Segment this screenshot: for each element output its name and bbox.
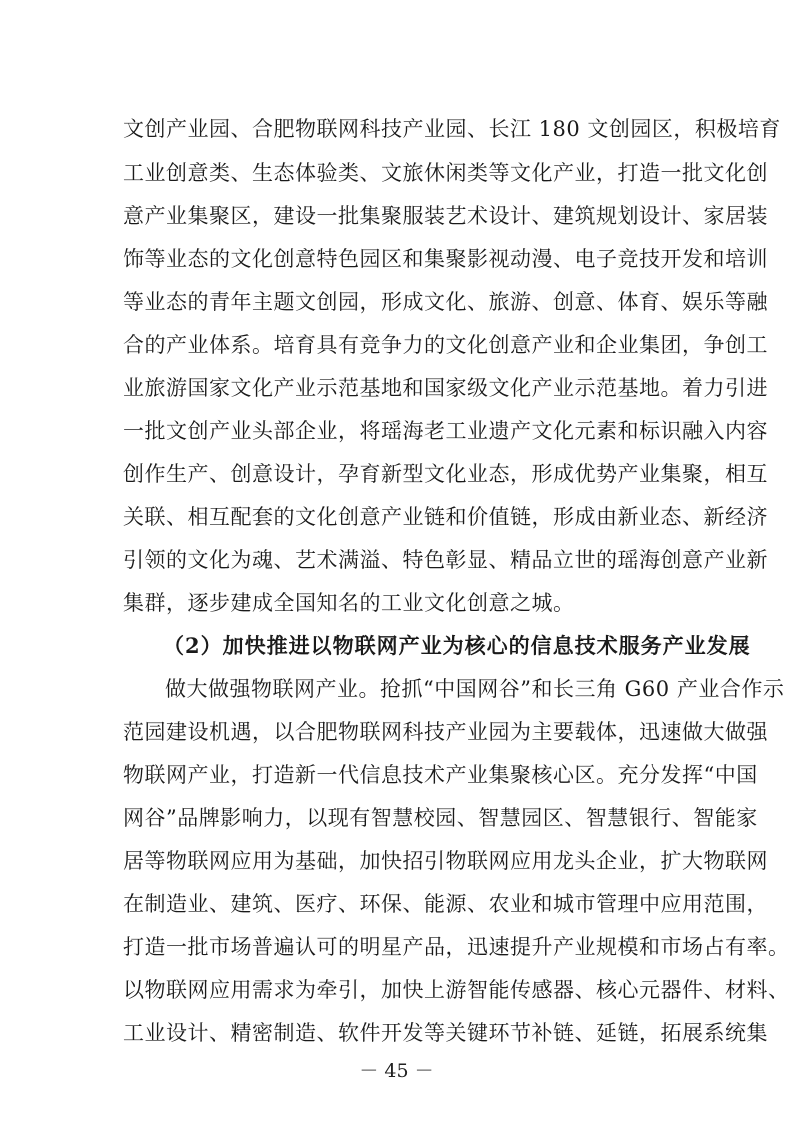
body-text-line: 以物联网应用需求为牵引，加快上游智能传感器、核心元器件、材料、 [123,978,790,1002]
body-text-line: 文创产业园、合肥物联网科技产业园、长江 180 文创园区，积极培育 [123,117,781,141]
body-text-line: 在制造业、建筑、医疗、环保、能源、农业和城市管理中应用范围， [123,892,768,916]
page-number: － 45 － [359,1060,434,1082]
body-text-line: 创作生产、创意设计，孕育新型文化业态，形成优势产业集聚，相互 [123,462,768,486]
section-heading: （2）加快推进以物联网产业为核心的信息技术服务产业发展 [163,633,751,658]
body-text-line: 网谷”品牌影响力，以现有智慧校园、智慧园区、智慧银行、智能家 [123,806,758,830]
body-text-line: 物联网产业，打造新一代信息技术产业集聚核心区。充分发挥“中国 [123,763,758,787]
body-text-line: 饰等业态的文化创意特色园区和集聚影视动漫、电子竞技开发和培训 [123,247,768,271]
body-text-line: 工业创意类、生态体验类、文旅休闲类等文化产业，打造一批文化创 [123,161,768,185]
body-text-line: 集群，逐步建成全国知名的工业文化创意之城。 [123,591,575,615]
body-text-line: 等业态的青年主题文创园，形成文化、旅游、创意、体育、娱乐等融 [123,290,768,314]
body-text-line: 关联、相互配套的文化创意产业链和价值链，形成由新业态、新经济 [123,505,768,529]
body-text-line: 做大做强物联网产业。抢抓“中国网谷”和长三角 G60 产业合作示 [165,677,785,701]
body-text-line: 一批文创产业头部企业，将瑶海老工业遗产文化元素和标识融入内容 [123,419,768,443]
body-text-line: 居等物联网应用为基础，加快招引物联网应用龙头企业，扩大物联网 [123,849,768,873]
body-text-line: 引领的文化为魂、艺术满溢、特色彰显、精品立世的瑶海创意产业新 [123,548,768,572]
body-text-line: 范园建设机遇，以合肥物联网科技产业园为主要载体，迅速做大做强 [123,720,768,744]
body-text-line: 业旅游国家文化产业示范基地和国家级文化产业示范基地。着力引进 [123,376,768,400]
body-text-line: 合的产业体系。培育具有竞争力的文化创意产业和企业集团，争创工 [123,333,768,357]
body-text-line: 工业设计、精密制造、软件开发等关键环节补链、延链，拓展系统集 [123,1021,768,1045]
body-text-line: 打造一批市场普遍认可的明星产品，迅速提升产业规模和市场占有率。 [123,935,790,959]
body-text-line: 意产业集聚区，建设一批集聚服装艺术设计、建筑规划设计、家居装 [123,204,768,228]
